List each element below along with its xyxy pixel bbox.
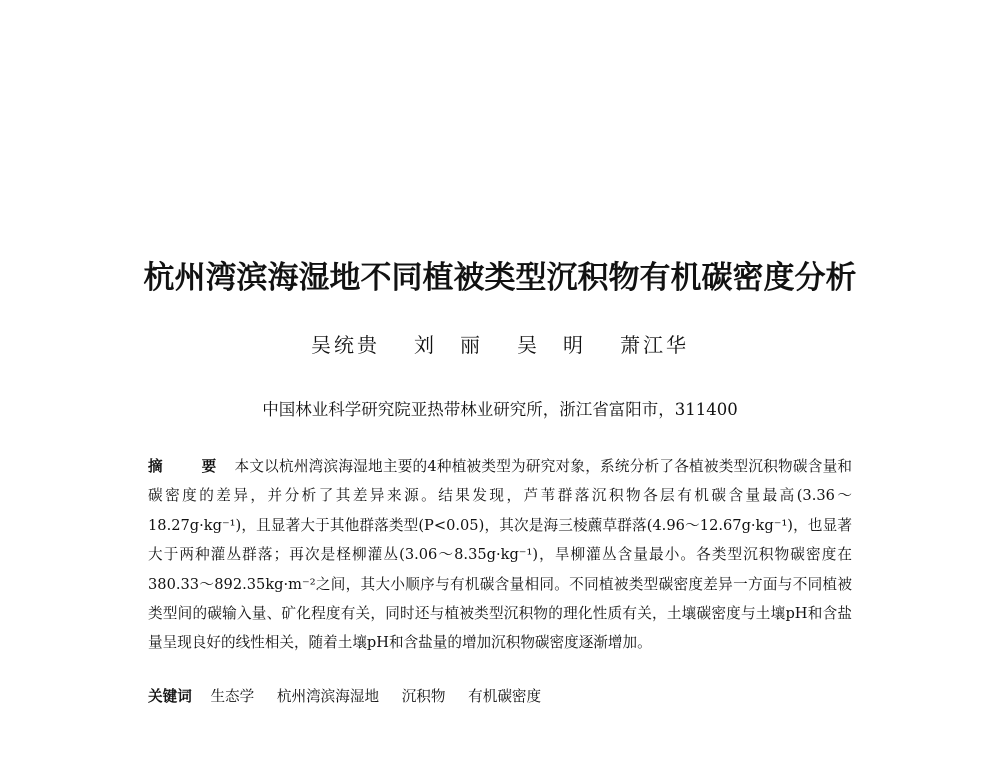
author-name: 刘 丽 xyxy=(414,333,483,357)
paper-title: 杭州湾滨海湿地不同植被类型沉积物有机碳密度分析 xyxy=(143,260,857,296)
abstract xyxy=(148,452,852,658)
keywords xyxy=(148,683,852,711)
keywords-label: 关键词 xyxy=(148,688,192,705)
keyword: 有机碳密度 xyxy=(468,688,542,705)
author-name: 吴统贵 xyxy=(311,333,380,357)
keyword: 沉积物 xyxy=(401,688,446,705)
author-name: 吴 明 xyxy=(517,333,586,357)
keyword: 生态学 xyxy=(210,688,255,705)
author-name: 萧江华 xyxy=(620,333,689,357)
affiliation: 中国林业科学研究院亚热带林业研究所，浙江省富阳市，311400 xyxy=(262,400,738,419)
abstract-label: 摘 要 xyxy=(148,458,229,475)
author-list xyxy=(0,331,1000,359)
abstract-text: 本文以杭州湾滨海湿地主要的4种植被类型为研究对象，系统分析了各植被类型沉积物碳含量和碳密度的差异，并分析了其差异来源。结果发现，芦苇群落沉积物各层有机碳含量最高(3.36～18.27g·kg⁻¹)，且显著大于其他群落类型(P<0.05)，其次是海三棱藨草群落(4.96～12.67g·kg⁻¹)，也显著大于两种灌丛群落；再次是柽柳灌丛(3.06～8.35g·kg⁻¹)，旱柳灌丛含量最小。各类型沉积物碳密度在380.33～892.35kg·m⁻²之间，其大小顺序与有机碳含量相同。不同植被类型碳密度差异一方面与不同植被类型间的碳输入量、矿化程度有关，同时还与植被类型沉积物的理化性质有关，土壤碳密度与土壤pH和含盐量呈现良好的线性相关，随着土壤pH和含盐量的增加沉积物碳密度逐渐增加。 xyxy=(148,458,852,652)
keyword: 杭州湾滨海湿地 xyxy=(276,688,380,705)
